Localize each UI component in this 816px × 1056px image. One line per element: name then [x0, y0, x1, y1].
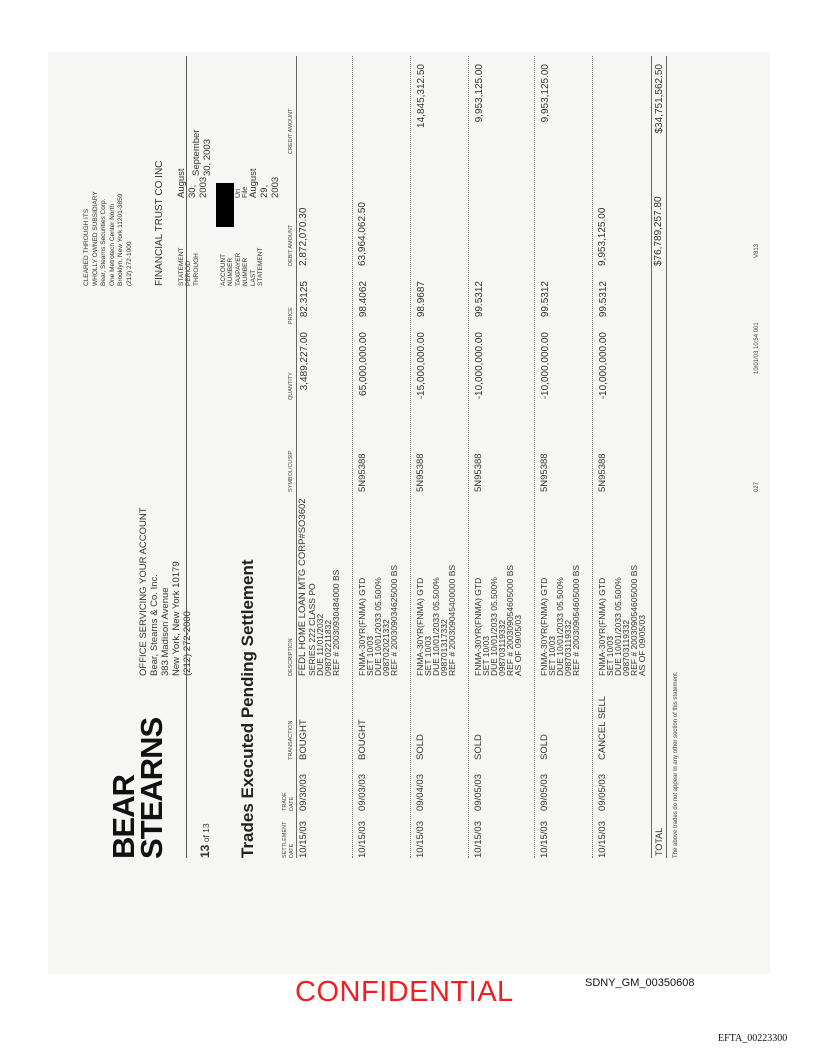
- statement-label: LAST STATEMENT: [250, 247, 264, 286]
- price: 99.5312: [540, 281, 551, 318]
- total-label: TOTAL: [654, 827, 664, 856]
- description-line: SET 10/03: [481, 635, 491, 676]
- debit-amount: 63,964,062.50: [357, 202, 368, 266]
- bates-number: SDNY_GM_00350608: [585, 977, 695, 989]
- price: 82.3125: [299, 281, 310, 318]
- description-line: 098701317332: [439, 619, 449, 676]
- col-header-description: DESCRIPTION: [288, 638, 294, 676]
- debit-amount: 2,872,070.30: [298, 207, 309, 266]
- description-line: FEDL HOME LOAN MTG CORP#SO3602: [297, 498, 308, 676]
- cleared-line: Brooklyn, New York 11201-3859: [117, 193, 124, 286]
- description-line: DUE 10/01/2033 05.500%: [373, 577, 383, 676]
- trade-date: 09/04/03: [415, 774, 426, 811]
- quantity: -10,000,000.00: [474, 332, 485, 400]
- confidential-stamp: CONFIDENTIAL: [295, 976, 514, 1008]
- description-line: AS OF 09/05/03: [637, 615, 647, 676]
- col-header-debit: DEBIT AMOUNT: [288, 224, 294, 266]
- description-line: DUE 10/01/2033 05.500%: [431, 577, 441, 676]
- symbol-cusip: 5N95388: [357, 453, 368, 492]
- office-line: (212) 272-2000: [182, 611, 193, 676]
- statement-label: TAXPAYER NUMBER: [235, 252, 249, 286]
- description-line: SET 10/03: [547, 635, 557, 676]
- description-line: DUE 10/01/2033 05.500%: [489, 577, 499, 676]
- description-line: 098702021332: [381, 619, 391, 676]
- description-line: SET 10/03: [423, 635, 433, 676]
- footer-code-mid: 10/01/03 10:54 001: [754, 322, 760, 374]
- description-line: REF # 200309054605000 BS: [505, 564, 515, 676]
- cleared-line: CLEARED THROUGH ITS: [83, 208, 90, 286]
- cleared-line: (212) 272-1000: [125, 241, 133, 286]
- description-line: REF # 200309045400000 BS: [447, 564, 457, 676]
- description-line: SET 10/03: [365, 635, 375, 676]
- description-line: REF # 200309054605000 BS: [571, 564, 581, 676]
- description-line: FNMA-30YR(FNMA) GTD: [473, 577, 483, 676]
- quantity: -15,000,000.00: [416, 332, 427, 400]
- symbol-cusip: 5N95388: [473, 453, 484, 492]
- total-credit: $34,751,562.50: [654, 64, 665, 134]
- total-bottom-divider: [666, 56, 667, 858]
- redaction-bar: [216, 183, 234, 227]
- description-line: FNMA-30YR(FNMA) GTD: [597, 577, 607, 676]
- office-line: 383 Madison Avenue: [160, 587, 171, 676]
- settlement-date: 10/15/03: [539, 821, 550, 858]
- row-divider: [592, 56, 593, 858]
- symbol-cusip: 5N95388: [539, 453, 550, 492]
- trade-date: 09/03/03: [357, 774, 368, 811]
- col-header-price: PRICE: [288, 307, 294, 324]
- efta-number: EFTA_00223300: [718, 1033, 788, 1044]
- description-line: FNMA-30YR(FNMA) GTD: [415, 577, 425, 676]
- description-line: FNMA-30YR(FNMA) GTD: [539, 577, 549, 676]
- trade-date: 09/30/03: [298, 774, 309, 811]
- col-header-text: SETTLEMENT: [282, 821, 288, 858]
- quantity: 65,000,000.00: [358, 332, 369, 396]
- description-line: 098702211832: [323, 619, 333, 676]
- row-divider: [468, 56, 469, 858]
- symbol-cusip: 5N95388: [415, 453, 426, 492]
- col-header-trade: [282, 792, 295, 811]
- header-divider: [186, 56, 187, 858]
- debit-amount: 9,953,125.00: [597, 207, 608, 266]
- page-number: [198, 823, 212, 858]
- transaction-type: SOLD: [415, 734, 426, 760]
- row-divider: [352, 56, 353, 858]
- statement-value: Uri File: [235, 186, 249, 198]
- cleared-line: Bear, Stearns Securities Corp.: [100, 198, 107, 286]
- logo-line-1: BEAR: [106, 775, 141, 859]
- office-line: OFFICE SERVICING YOUR ACCOUNT: [138, 507, 149, 676]
- transaction-type: SOLD: [473, 734, 484, 760]
- description-line: 098703119332: [621, 619, 631, 676]
- settlement-date: 10/15/03: [357, 821, 368, 858]
- total-debit: $76,789,257.80: [653, 196, 664, 266]
- credit-amount: 14,845,312.50: [416, 64, 427, 128]
- statement-value: September 30, 2003: [191, 129, 213, 176]
- col-header-symbol: SYMBOL/CUSIP: [288, 450, 294, 492]
- price: 99.5312: [598, 281, 609, 318]
- trade-date: 09/05/03: [473, 774, 484, 811]
- description-line: 098703119332: [497, 619, 507, 676]
- trade-date: 09/05/03: [597, 774, 608, 811]
- description-line: AS OF 09/05/03: [513, 615, 523, 676]
- credit-amount: 9,953,125.00: [540, 64, 551, 123]
- description-line: REF # 200309054605000 BS: [629, 564, 639, 676]
- footer-code-right: V813: [754, 243, 760, 258]
- description-line: REF # 20030930484000 BS: [331, 569, 341, 676]
- col-header-quantity: QUANTITY: [288, 372, 294, 400]
- description-line: SET 10/03: [605, 635, 615, 676]
- col-header-text: DATE: [288, 843, 295, 858]
- logo-line-2: STEARNS: [134, 717, 169, 859]
- office-line: Bear, Stearns & Co. Inc.: [149, 574, 160, 676]
- settlement-date: 10/15/03: [473, 821, 484, 858]
- description-line: DUE 11/01/2032: [315, 613, 325, 676]
- transaction-type: BOUGHT: [357, 719, 368, 760]
- transaction-type: SOLD: [539, 734, 550, 760]
- office-address-block: [138, 507, 193, 676]
- quantity: -10,000,000.00: [598, 332, 609, 400]
- footer-code-left: 027: [754, 481, 760, 492]
- total-divider: [651, 56, 652, 858]
- statement-label: THROUGH: [193, 253, 200, 286]
- col-header-settlement: [282, 822, 295, 858]
- price: 99.5312: [474, 281, 485, 318]
- statement-value: August 30, 2003: [176, 168, 209, 198]
- bear-stearns-logo: [106, 717, 169, 859]
- quantity: 3,489,227.00: [299, 332, 310, 391]
- description-line: DUE 10/01/2033 05.500%: [555, 577, 565, 676]
- trade-date: 09/05/03: [539, 774, 550, 811]
- office-line: New York, New York 10179: [171, 561, 182, 676]
- rotated-statement-content: [48, 52, 770, 974]
- statement-label: ACCOUNT NUMBER: [220, 253, 234, 286]
- settlement-date: 10/15/03: [298, 821, 309, 858]
- price: 98.4062: [358, 281, 369, 318]
- col-header-credit: CREDIT AMOUNT: [288, 108, 294, 154]
- col-header-text: DATE: [288, 796, 295, 811]
- description-line: SERIES 222 CLASS PO: [307, 583, 317, 676]
- footnote: The above trades do not appear in any other section of this statement.: [673, 671, 679, 858]
- description-line: DUE 10/01/2033 05.500%: [613, 577, 623, 676]
- description-line: 098703119332: [563, 619, 573, 676]
- description-line: REF # 200309034625000 BS: [389, 564, 399, 676]
- credit-amount: 9,953,125.00: [474, 64, 485, 123]
- transaction-type: CANCEL SELL: [597, 695, 608, 760]
- col-header-text: TRADE: [282, 792, 288, 811]
- quantity: -10,000,000.00: [540, 332, 551, 400]
- row-divider: [534, 56, 535, 858]
- page-number-value: 13: [198, 844, 212, 858]
- row-divider: [410, 56, 411, 858]
- statement-label: STATEMENT PERIOD: [178, 247, 192, 286]
- clearing-address-block: [83, 191, 134, 286]
- col-header-transaction: TRANSACTION: [288, 720, 294, 760]
- settlement-date: 10/15/03: [415, 821, 426, 858]
- page-total: of 13: [201, 823, 211, 843]
- symbol-cusip: 5N95388: [597, 453, 608, 492]
- settlement-date: 10/15/03: [597, 821, 608, 858]
- cleared-line: WHOLLY OWNED SUBSIDIARY: [91, 191, 99, 286]
- client-name: FINANCIAL TRUST CO INC: [154, 160, 165, 286]
- cleared-line: One Metrotech Center North: [108, 203, 116, 286]
- scanned-statement-page: [48, 52, 770, 974]
- section-title: Trades Executed Pending Settlement: [238, 559, 257, 858]
- transaction-type: BOUGHT: [298, 719, 309, 760]
- column-header-divider: [296, 56, 297, 858]
- price: 98.9687: [416, 281, 427, 318]
- statement-value: August 29, 2003: [248, 168, 281, 198]
- description-line: FNMA-30YR(FNMA) GTD: [357, 577, 367, 676]
